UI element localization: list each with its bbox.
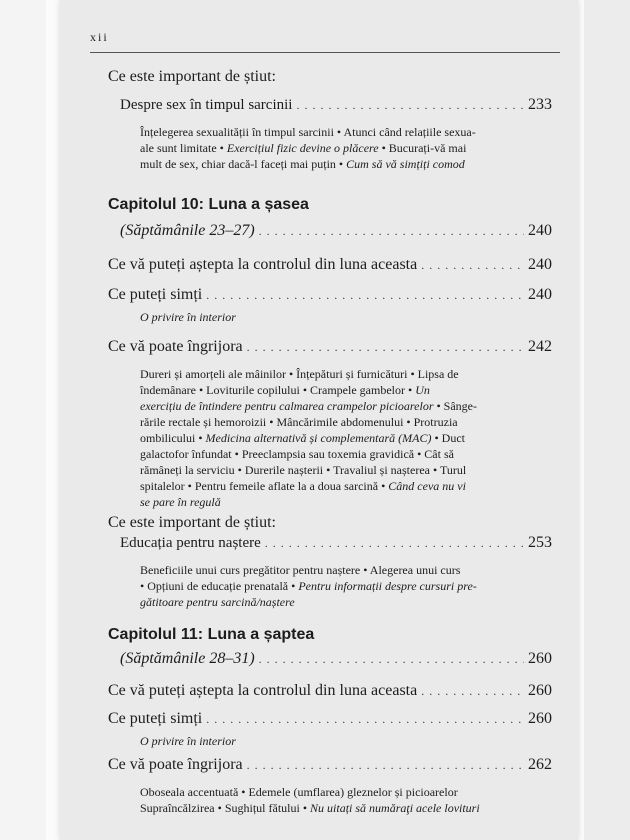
- dot-leader: [421, 682, 524, 700]
- topics-line: [140, 366, 540, 382]
- toc-entry-label: Ce vă poate îngrijora: [108, 756, 243, 773]
- toc-entry-what-may-worry-you[interactable]: [108, 338, 552, 356]
- toc-entry-label: Despre sex în timpul sarcinii: [120, 97, 293, 113]
- toc-entry-label: Ce vă puteți aștepta la controlul din luna aceasta: [108, 682, 418, 699]
- background-left: [0, 0, 46, 840]
- topics-text: • Duct: [431, 431, 466, 445]
- chapter-subtitle: (Săptămânile 23–27): [120, 222, 255, 239]
- toc-note: O privire în interior: [140, 734, 236, 748]
- toc-entry-sex-during-pregnancy[interactable]: [120, 96, 552, 114]
- toc-entry-page: 240: [528, 256, 552, 273]
- topics-text: • Opțiuni de educație prenatală •: [140, 579, 299, 593]
- topics-text: îndemânare • Loviturile copilului • Crampele gambelor •: [140, 383, 416, 397]
- dot-leader: [206, 286, 524, 304]
- topics-text: ombilicului •: [140, 431, 206, 445]
- dot-leader: [265, 534, 524, 552]
- topics-list: [140, 366, 540, 510]
- toc-entry-what-may-worry-you[interactable]: [108, 756, 552, 774]
- dot-leader: [247, 756, 524, 774]
- topics-text: Beneficiile unui curs pregătitor pentru naștere • Alegerea unui curs: [140, 563, 461, 577]
- topics-text: galactofor înfundat • Preeclampsia sau toxemia gravidică • Cât să: [140, 447, 454, 461]
- dot-leader: [421, 256, 524, 274]
- toc-entry-page: 260: [528, 650, 552, 667]
- topics-text: • Sânge-: [433, 399, 478, 413]
- topics-text: Înțelegerea sexualității în timpul sarcinii • Atunci când relațiile sexua-: [140, 125, 476, 139]
- topics-text: exercițiu de întindere pentru calmarea crampelor picioarelor: [140, 399, 434, 413]
- topics-line: [140, 494, 540, 510]
- book-page: [60, 0, 578, 840]
- topics-line: [140, 562, 540, 578]
- toc-entry-page: 233: [528, 96, 552, 113]
- topics-line: [140, 398, 540, 414]
- topics-text: spitalelor • Pentru femeile aflate la a doua sarcină •: [140, 479, 389, 493]
- topics-text: ale sunt limitate •: [140, 141, 227, 155]
- toc-entry-label: Ce vă puteți aștepta la controlul din luna aceasta: [108, 256, 418, 273]
- page-header: [90, 30, 560, 50]
- topics-line: [140, 594, 540, 610]
- toc-entry-page: 240: [528, 222, 552, 239]
- topics-text: Nu uitați să număraţi acele lovituri: [310, 801, 480, 815]
- toc-entry-page: 260: [528, 710, 552, 727]
- toc-entry-page: 262: [528, 756, 552, 773]
- topics-line: [140, 478, 540, 494]
- topics-line: [140, 156, 540, 172]
- dot-leader: [296, 96, 524, 114]
- toc-entry-label: Ce puteți simți: [108, 286, 203, 303]
- topics-line: [140, 430, 540, 446]
- chapter-title: Capitolul 10: Luna a șasea: [108, 196, 309, 213]
- toc-entry-page: 240: [528, 286, 552, 303]
- topics-text: rările rectale și hemoroizii • Mâncărimile abdomenului • Protruzia: [140, 415, 458, 429]
- topics-text: • Bucurați-vă mai: [378, 141, 467, 155]
- topics-text: rămâneți la serviciu • Durerile nașterii • Travaliul și nașterea • Turul: [140, 463, 467, 477]
- topics-line: [140, 382, 540, 398]
- chapter-subtitle: (Săptămânile 28–31): [120, 650, 255, 667]
- toc-entry-label: Ce puteți simți: [108, 710, 203, 727]
- topics-line: [140, 140, 540, 156]
- toc-entry-chapter-10[interactable]: [120, 222, 552, 240]
- topics-text: Supraîncălzirea • Sughițul fătului •: [140, 801, 311, 815]
- page-number: xii: [90, 30, 109, 44]
- toc-entry-page: 242: [528, 338, 552, 355]
- toc-entry-chapter-11[interactable]: [120, 650, 552, 668]
- topics-text: Cum să vă simțiți comod: [346, 157, 465, 171]
- toc-entry-monthly-checkup[interactable]: [108, 256, 552, 274]
- section-title: Ce este important de știut:: [108, 514, 276, 531]
- topics-list: [140, 784, 540, 816]
- topics-text: Dureri și amorțeli ale mâinilor • Înțepături și furnicături • Lipsa de: [140, 367, 459, 381]
- topics-text: Exercițiul fizic devine o plăcere: [226, 141, 379, 155]
- topics-line: [140, 124, 540, 140]
- topics-text: se pare în regulă: [140, 495, 221, 509]
- dot-leader: [206, 710, 524, 728]
- topics-list: [140, 562, 540, 610]
- topics-text: Când ceva nu vi: [388, 479, 466, 493]
- toc-note: O privire în interior: [140, 310, 236, 324]
- section-title: Ce este important de știut:: [108, 68, 276, 85]
- background-right: [584, 0, 630, 840]
- topics-line: [140, 414, 540, 430]
- topics-line: [140, 446, 540, 462]
- toc-entry-monthly-checkup[interactable]: [108, 682, 552, 700]
- topics-text: Pentru informații despre cursuri pre-: [298, 579, 477, 593]
- dot-leader: [247, 338, 524, 356]
- toc-entry-page: 260: [528, 682, 552, 699]
- topics-text: gătitoare pentru sarcină/naștere: [140, 595, 295, 609]
- toc-entry-page: 253: [528, 534, 552, 551]
- topics-list: [140, 124, 540, 172]
- toc-entry-what-you-may-feel[interactable]: [108, 286, 552, 304]
- dot-leader: [259, 222, 524, 240]
- topics-line: [140, 578, 540, 594]
- toc-entry-label: Educația pentru naștere: [120, 535, 261, 551]
- topics-line: [140, 462, 540, 478]
- dot-leader: [259, 650, 524, 668]
- topics-text: Medicina alternativă și complementară (MAC): [205, 431, 432, 445]
- topics-line: [140, 800, 540, 816]
- topics-text: Un: [415, 383, 430, 397]
- topics-line: [140, 784, 540, 800]
- topics-text: Oboseala accentuată • Edemele (umflarea) gleznelor și picioarelor: [140, 785, 458, 799]
- toc-entry-what-you-may-feel[interactable]: [108, 710, 552, 728]
- topics-text: mult de sex, chiar dacă-l faceți mai puțin •: [140, 157, 347, 171]
- toc-entry-label: Ce vă poate îngrijora: [108, 338, 243, 355]
- chapter-title: Capitolul 11: Luna a șaptea: [108, 626, 315, 643]
- toc-entry-birth-education[interactable]: [120, 534, 552, 552]
- header-rule: [90, 52, 560, 53]
